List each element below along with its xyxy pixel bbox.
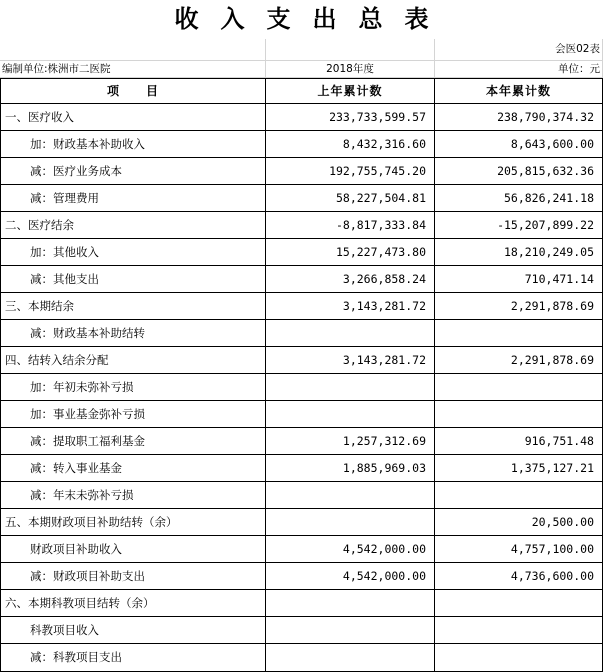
prev-year-value[interactable]: 4,542,000.00 xyxy=(266,563,435,590)
row-label[interactable]: 减：其他支出 xyxy=(0,266,266,293)
prev-year-value[interactable]: 3,143,281.72 xyxy=(266,293,435,320)
row-label[interactable]: 一、医疗收入 xyxy=(0,104,266,131)
current-year-value[interactable]: 20,500.00 xyxy=(435,509,603,536)
current-year-value[interactable]: 4,757,100.00 xyxy=(435,536,603,563)
current-year-value[interactable] xyxy=(435,590,603,617)
blank-cell[interactable] xyxy=(0,39,266,61)
report-title: 收入支出总表 xyxy=(174,5,451,33)
current-year-value[interactable]: 1,375,127.21 xyxy=(435,455,603,482)
current-year-value[interactable]: 238,790,374.32 xyxy=(435,104,603,131)
prev-year-value[interactable] xyxy=(266,374,435,401)
row-label[interactable]: 减：转入事业基金 xyxy=(0,455,266,482)
row-label[interactable]: 五、本期财政项目补助结转（余） xyxy=(0,509,266,536)
row-label[interactable]: 二、医疗结余 xyxy=(0,212,266,239)
compiling-unit[interactable]: 编制单位:株洲市二医院 xyxy=(0,61,266,78)
current-year-value[interactable]: -15,207,899.22 xyxy=(435,212,603,239)
current-year-value[interactable] xyxy=(435,320,603,347)
prev-year-value[interactable]: 4,542,000.00 xyxy=(266,536,435,563)
current-year-value[interactable]: 710,471.14 xyxy=(435,266,603,293)
prev-year-value[interactable] xyxy=(266,320,435,347)
prev-year-value[interactable] xyxy=(266,590,435,617)
current-year-value[interactable]: 205,815,632.36 xyxy=(435,158,603,185)
prev-year-value[interactable]: 192,755,745.20 xyxy=(266,158,435,185)
row-label[interactable]: 减：提取职工福利基金 xyxy=(0,428,266,455)
prev-year-value[interactable] xyxy=(266,482,435,509)
row-label[interactable]: 加：事业基金弥补亏损 xyxy=(0,401,266,428)
row-label[interactable]: 加：其他收入 xyxy=(0,239,266,266)
row-label[interactable]: 减：财政项目补助支出 xyxy=(0,563,266,590)
current-year-value[interactable] xyxy=(435,644,603,672)
column-header-prev-year[interactable]: 上年累计数 xyxy=(266,78,435,104)
row-label[interactable]: 减：财政基本补助结转 xyxy=(0,320,266,347)
row-label[interactable]: 科教项目收入 xyxy=(0,617,266,644)
report-year[interactable]: 2018年度 xyxy=(266,61,435,78)
prev-year-value[interactable]: 15,227,473.80 xyxy=(266,239,435,266)
row-label[interactable]: 减：科教项目支出 xyxy=(0,644,266,672)
form-code[interactable]: 会医02表 xyxy=(435,39,603,61)
prev-year-value[interactable] xyxy=(266,509,435,536)
row-label[interactable]: 减：医疗业务成本 xyxy=(0,158,266,185)
row-label[interactable]: 六、本期科教项目结转（余） xyxy=(0,590,266,617)
column-header-current-year[interactable]: 本年累计数 xyxy=(435,78,603,104)
prev-year-value[interactable]: 233,733,599.57 xyxy=(266,104,435,131)
row-label[interactable]: 加：年初未弥补亏损 xyxy=(0,374,266,401)
current-year-value[interactable]: 2,291,878.69 xyxy=(435,347,603,374)
column-header-item[interactable]: 项 目 xyxy=(0,78,266,104)
prev-year-value[interactable]: -8,817,333.84 xyxy=(266,212,435,239)
blank-cell[interactable] xyxy=(266,39,435,61)
current-year-value[interactable]: 916,751.48 xyxy=(435,428,603,455)
prev-year-value[interactable]: 3,266,858.24 xyxy=(266,266,435,293)
prev-year-value[interactable] xyxy=(266,617,435,644)
row-label[interactable]: 加：财政基本补助收入 xyxy=(0,131,266,158)
current-year-value[interactable]: 56,826,241.18 xyxy=(435,185,603,212)
current-year-value[interactable] xyxy=(435,482,603,509)
current-year-value[interactable]: 4,736,600.00 xyxy=(435,563,603,590)
current-year-value[interactable]: 18,210,249.05 xyxy=(435,239,603,266)
row-label[interactable]: 三、本期结余 xyxy=(0,293,266,320)
current-year-value[interactable]: 8,643,600.00 xyxy=(435,131,603,158)
currency-unit[interactable]: 单位：元 xyxy=(435,61,603,78)
row-label[interactable]: 减：年末未弥补亏损 xyxy=(0,482,266,509)
prev-year-value[interactable]: 58,227,504.81 xyxy=(266,185,435,212)
current-year-value[interactable] xyxy=(435,617,603,644)
prev-year-value[interactable]: 1,257,312.69 xyxy=(266,428,435,455)
row-label[interactable]: 财政项目补助收入 xyxy=(0,536,266,563)
current-year-value[interactable] xyxy=(435,401,603,428)
current-year-value[interactable]: 2,291,878.69 xyxy=(435,293,603,320)
current-year-value[interactable] xyxy=(435,374,603,401)
row-label[interactable]: 减：管理费用 xyxy=(0,185,266,212)
row-label[interactable]: 四、结转入结余分配 xyxy=(0,347,266,374)
prev-year-value[interactable]: 1,885,969.03 xyxy=(266,455,435,482)
prev-year-value[interactable]: 3,143,281.72 xyxy=(266,347,435,374)
prev-year-value[interactable]: 8,432,316.60 xyxy=(266,131,435,158)
prev-year-value[interactable] xyxy=(266,644,435,672)
prev-year-value[interactable] xyxy=(266,401,435,428)
